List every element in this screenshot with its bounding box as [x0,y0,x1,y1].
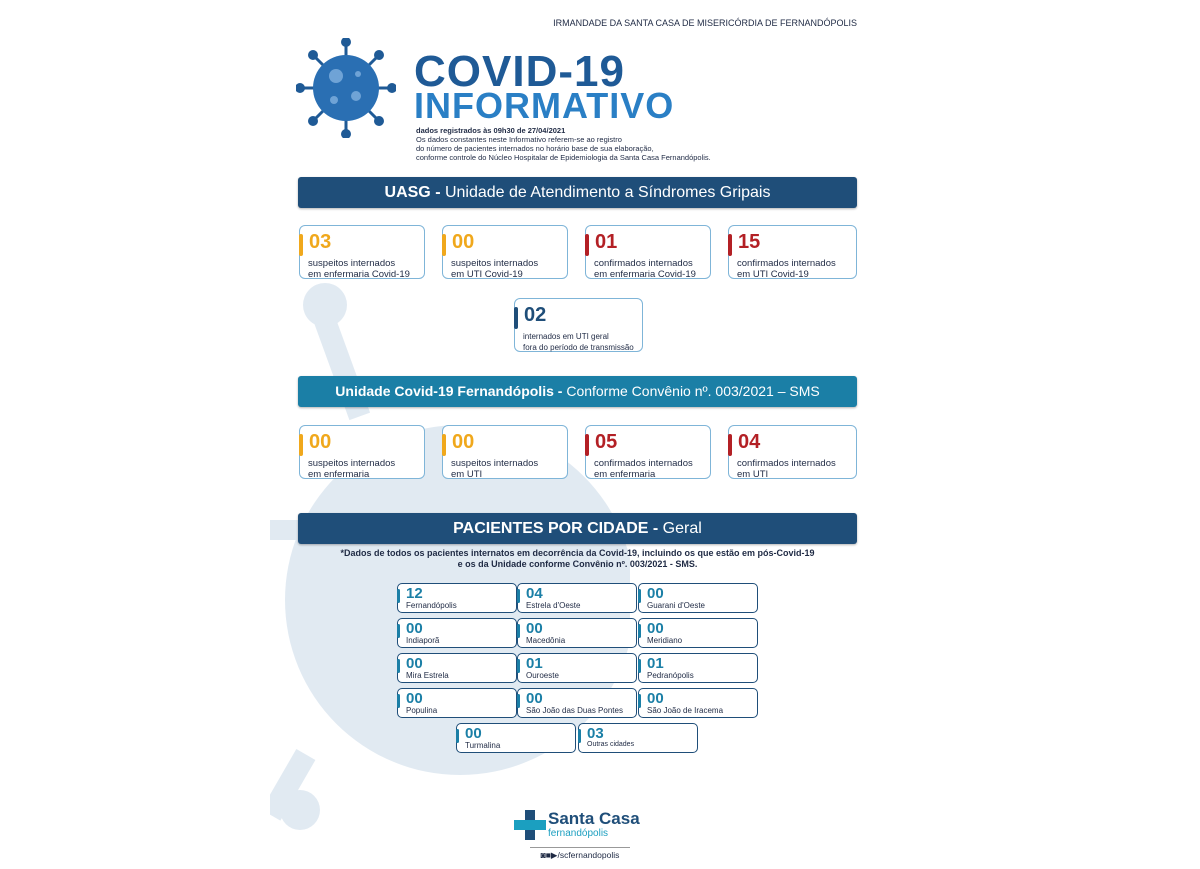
date-stamp: dados registrados às 09h30 de 27/04/2021 [416,126,566,135]
unidade-banner: Unidade Covid-19 Fernandópolis - Conforme Convênio nº. 003/2021 – SMS [298,376,857,407]
footer-brand-name: Santa Casa [548,809,640,828]
city-card-sao-joao-iracema: 00 São João de Iracema [638,688,758,718]
unidade-card-confirmados-enfermaria: 05 confirmados internados em enfermaria [585,425,711,479]
cidades-note: *Dados de todos os pacientes internatos em decorrência da Covid-19, incluindo os que estão em pós-Covid-19 e os da Unidade conforme Convênio nº. 003/2021 - SMS. [340,548,815,569]
santa-casa-cross-logo [514,810,546,840]
city-card-turmalina: 00 Turmalina [456,723,576,753]
organization-name: IRMANDADE DA SANTA CASA DE MISERICÓRDIA DE FERNANDÓPOLIS [553,18,857,28]
cidades-banner: PACIENTES POR CIDADE - Geral [298,513,857,544]
header-note: Os dados constantes neste Informativo referem-se ao registro do número de pacientes internados no horário base de sua elaboração, conforme controle do Núcleo Hospitalar de Epidemiologia da Santa Casa Fernandópolis. [416,135,711,162]
city-card-macedonia: 00 Macedônia [517,618,637,648]
uasg-card-uti-geral: 02 internados em UTI geral fora do período de transmissão [514,298,643,352]
uasg-card-confirmados-uti: 15 confirmados internados em UTI Covid-19 [728,225,857,279]
uasg-banner: UASG - Unidade de Atendimento a Síndromes Gripais [298,177,857,208]
city-card-mira-estrela: 00 Mira Estrela [397,653,517,683]
uasg-card-suspeitos-enfermaria: 03 suspeitos internados em enfermaria Covid-19 [299,225,425,279]
city-card-outras-cidades: 03 Outras cidades [578,723,698,753]
footer-brand-sub: fernandópolis [548,828,609,839]
facebook-icon: ■ [545,850,551,860]
city-card-ouroeste: 01 Ouroeste [517,653,637,683]
instagram-icon: ◙ [540,850,546,860]
unidade-card-suspeitos-enfermaria: 00 suspeitos internados em enfermaria [299,425,425,479]
youtube-icon: ▶ [550,850,558,860]
title-covid: COVID-19 [414,47,625,96]
title-informativo: INFORMATIVO [414,85,675,126]
unidade-card-confirmados-uti: 04 confirmados internados em UTI [728,425,857,479]
uasg-card-suspeitos-uti: 00 suspeitos internados em UTI Covid-19 [442,225,568,279]
city-card-pedranopolis: 01 Pedranópolis [638,653,758,683]
city-card-estrela-doeste: 04 Estrela d'Oeste [517,583,637,613]
city-card-indiapora: 00 Indiaporã [397,618,517,648]
city-card-sao-joao-duas-pontes: 00 São João das Duas Pontes [517,688,637,718]
uasg-card-confirmados-enfermaria: 01 confirmados internados em enfermaria Covid-19 [585,225,711,279]
city-card-guarani-doeste: 00 Guarani d'Oeste [638,583,758,613]
city-card-fernandopolis: 12 Fernandópolis [397,583,517,613]
virus-icon [296,38,396,138]
footer-social-handle: ◙■▶/scfernandopolis [530,847,630,861]
city-card-meridiano: 00 Meridiano [638,618,758,648]
city-card-populina: 00 Populina [397,688,517,718]
unidade-card-suspeitos-uti: 00 suspeitos internados em UTI [442,425,568,479]
